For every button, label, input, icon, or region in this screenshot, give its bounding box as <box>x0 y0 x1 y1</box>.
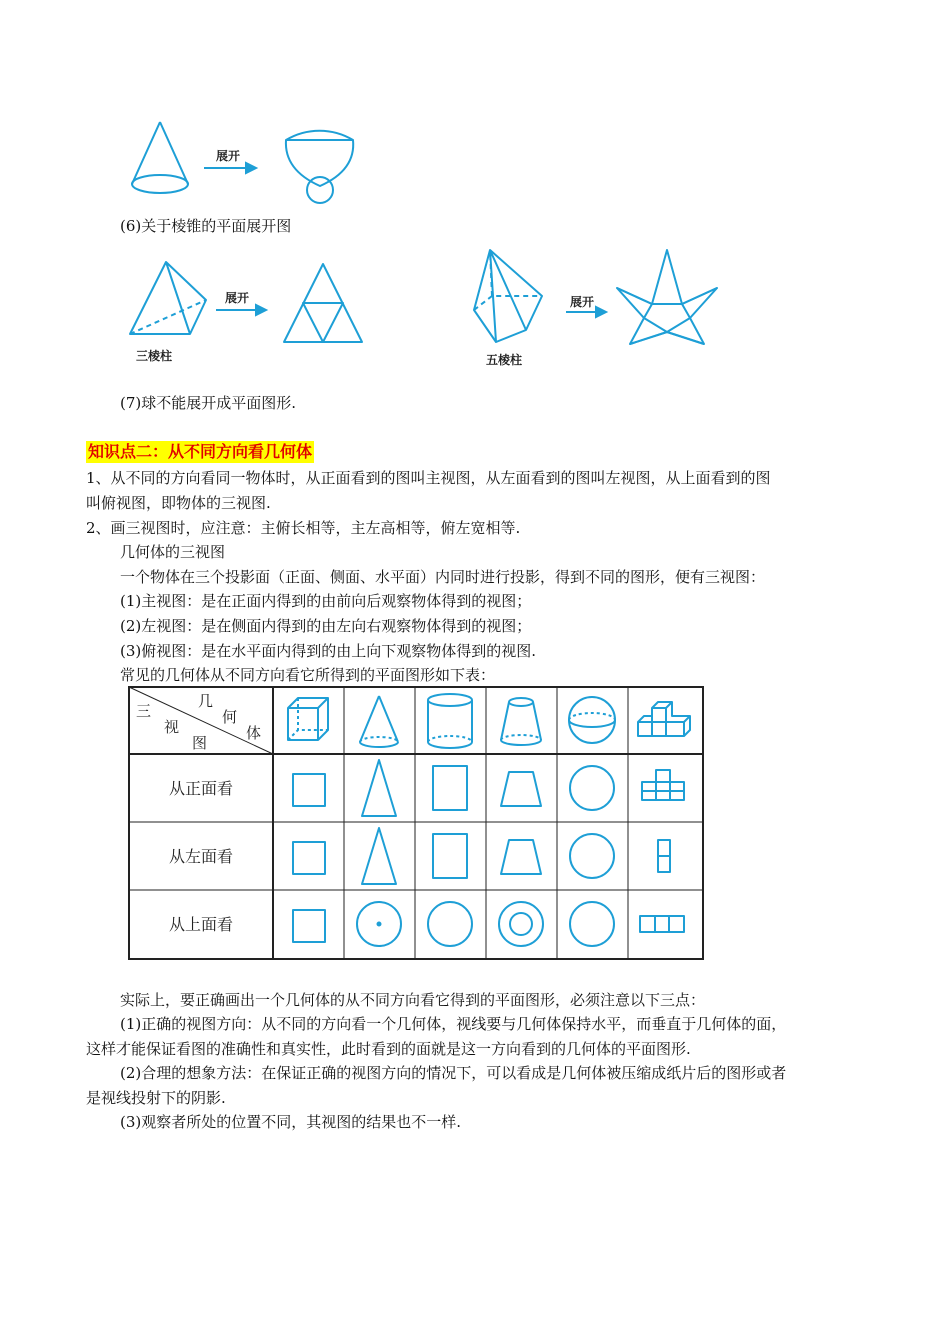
para-q1: 实际上，要正确画出一个几何体的从不同方向看它得到的平面图形，必须注意以下三点： <box>120 991 706 1009</box>
front-triangle <box>362 760 396 816</box>
left-blocks <box>658 840 670 872</box>
para-8: 常见的几何体从不同方向看它所得到的平面图形如下表： <box>120 666 496 684</box>
para-q2a: (1)正确的视图方向：从不同的方向看一个几何体，视线要与几何体保持水平，而垂直于几何体的面， <box>120 1015 787 1033</box>
left-square <box>293 842 325 874</box>
row-label-left: 从左面看 <box>168 847 234 866</box>
solid-cone <box>360 696 398 747</box>
para-7: (3)俯视图：是在水平面内得到的由上向下观察物体得到的视图. <box>120 642 537 660</box>
caption-left: 三棱柱 <box>136 349 173 363</box>
solid-frustum <box>501 698 541 745</box>
cone-base <box>132 175 188 193</box>
front-circle <box>570 766 614 810</box>
para-q3a: (2)合理的想象方法：在保证正确的视图方向的情况下，可以看成是几何体被压缩成纸片后的图形或者 <box>120 1064 787 1082</box>
left-trapezoid <box>501 840 541 874</box>
top-circle <box>428 902 472 946</box>
para-q3b: 是视线投射下的阴影. <box>86 1089 226 1107</box>
top-blocks <box>640 916 684 932</box>
front-square <box>293 774 325 806</box>
star-net <box>617 250 717 344</box>
para-1b: 叫俯视图，即物体的三视图. <box>86 494 271 512</box>
three-views-table <box>128 686 704 960</box>
top-circle-sphere <box>570 902 614 946</box>
arrow-label: 展开 <box>216 149 241 163</box>
para-3: 几何体的三视图 <box>120 543 226 561</box>
para-5: (1)主视图：是在正面内得到的由前向后观察物体得到的视图； <box>120 592 532 610</box>
para-4: 一个物体在三个投影面（正面、侧面、水平面）内同时进行投影，得到不同的图形，便有三视图： <box>120 568 766 586</box>
corner-label-4: 体 <box>246 724 262 742</box>
left-triangle <box>362 828 396 884</box>
top-circle-dot <box>357 902 401 946</box>
corner-label-2: 几 <box>198 692 214 710</box>
arrow-label-left: 展开 <box>225 291 250 305</box>
line-6: (6)关于棱锥的平面展开图 <box>120 217 292 235</box>
pentagonal-pyramid <box>474 250 542 342</box>
line-7: (7)球不能展开成平面图形. <box>120 394 297 412</box>
solid-cube <box>288 698 328 740</box>
front-blocks <box>642 770 684 800</box>
arrow-label-right: 展开 <box>570 295 595 309</box>
section-heading: 知识点二：从不同方向看几何体 <box>88 442 313 461</box>
left-rect <box>433 834 467 878</box>
row-label-front: 从正面看 <box>168 779 234 798</box>
top-rings <box>499 902 543 946</box>
solid-cylinder <box>428 694 472 748</box>
triangle-net <box>284 264 362 342</box>
para-1a: 1、从不同的方向看同一物体时，从正面看到的图叫主视图，从左面看到的图叫左视图，从上面看到的图 <box>86 469 771 487</box>
sector-shape <box>286 140 353 186</box>
para-2: 2、画三视图时，应注意：主俯长相等，主左高相等，俯左宽相等. <box>86 519 521 537</box>
left-circle <box>570 834 614 878</box>
caption-right: 五棱柱 <box>486 353 523 367</box>
para-q4: (3)观察者所处的位置不同，其视图的结果也不一样. <box>120 1113 462 1131</box>
triangular-pyramid <box>130 262 206 334</box>
top-square <box>293 910 325 942</box>
pyramid-unfold-figure <box>118 244 738 372</box>
corner-label-3: 何 <box>222 708 238 726</box>
front-trapezoid <box>501 772 541 806</box>
unfold-circle <box>307 177 333 203</box>
corner-label-5: 视 <box>164 718 180 736</box>
para-6: (2)左视图：是在侧面内得到的由左向右观察物体得到的视图； <box>120 617 532 635</box>
para-q2b: 这样才能保证看图的准确性和真实性，此时看到的面就是这一方向看到的几何体的平面图形. <box>86 1040 691 1058</box>
front-rect <box>433 766 467 810</box>
solid-cubes <box>638 702 690 736</box>
corner-label-1: 三 <box>136 702 152 720</box>
row-label-top: 从上面看 <box>168 915 234 934</box>
corner-label-6: 图 <box>192 734 208 752</box>
solid-sphere <box>569 697 615 743</box>
cone-unfold-figure <box>120 114 370 214</box>
